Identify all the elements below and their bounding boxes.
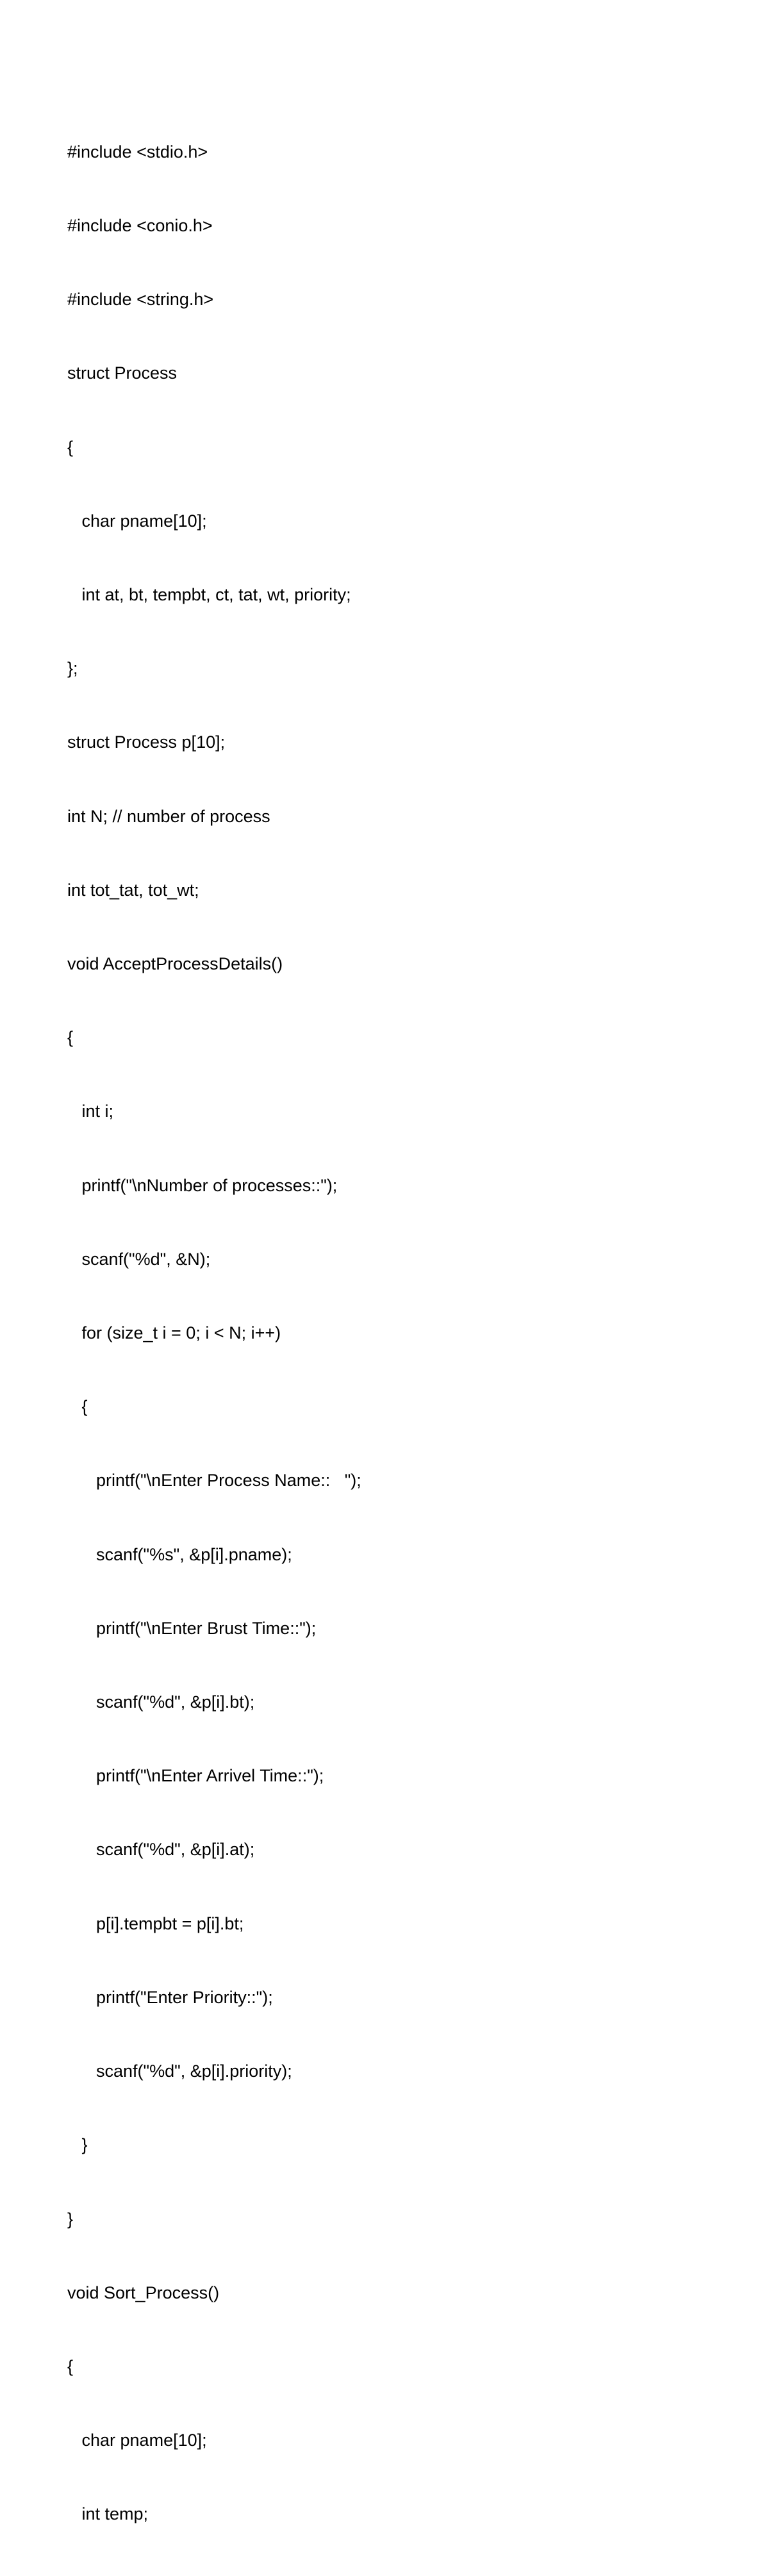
code-line: {	[67, 437, 74, 457]
code-line: int i;	[67, 1102, 114, 1121]
code-line: printf("Enter Priority::");	[67, 1987, 273, 2007]
code-line: {	[67, 1397, 88, 1417]
code-line: #include <string.h>	[67, 290, 214, 310]
code-line: {	[67, 2356, 74, 2376]
code-line: #include <conio.h>	[67, 216, 213, 236]
code-line: void Sort_Process()	[67, 2283, 220, 2302]
code-line: char pname[10];	[67, 511, 207, 531]
code-line: printf("\nNumber of processes::");	[67, 1175, 338, 1195]
code-line: void AcceptProcessDetails()	[67, 954, 283, 974]
code-line: };	[67, 659, 78, 679]
code-line: printf("\nEnter Brust Time::");	[67, 1618, 317, 1638]
code-line: scanf("%d", &p[i].priority);	[67, 2061, 292, 2081]
code-line: scanf("%d", &N);	[67, 1249, 211, 1269]
code-line: }	[67, 2209, 74, 2229]
code-line: }	[67, 2135, 88, 2155]
code-line: int tot_tat, tot_wt;	[67, 880, 199, 900]
code-line: struct Process p[10];	[67, 732, 226, 752]
code-line: for (size_t i = 0; i < N; i++)	[67, 1323, 281, 1343]
code-line: {	[67, 1028, 74, 1048]
code-line: struct Process	[67, 363, 178, 383]
code-line: p[i].tempbt = p[i].bt;	[67, 1913, 244, 1933]
code-line: scanf("%d", &p[i].at);	[67, 1840, 255, 1860]
code-line: #include <stdio.h>	[67, 142, 208, 161]
code-line: int at, bt, tempbt, ct, tat, wt, priority;	[67, 585, 351, 605]
code-line: scanf("%d", &p[i].bt);	[67, 1692, 255, 1712]
code-line: scanf("%s", &p[i].pname);	[67, 1544, 292, 1564]
code-line: int temp;	[67, 2504, 149, 2524]
code-line: int N; // number of process	[67, 806, 270, 826]
code-line: char pname[10];	[67, 2431, 207, 2450]
code-listing	[67, 90, 361, 2576]
code-line: printf("\nEnter Process Name:: ");	[67, 1471, 361, 1490]
code-line: printf("\nEnter Arrivel Time::");	[67, 1766, 324, 1786]
